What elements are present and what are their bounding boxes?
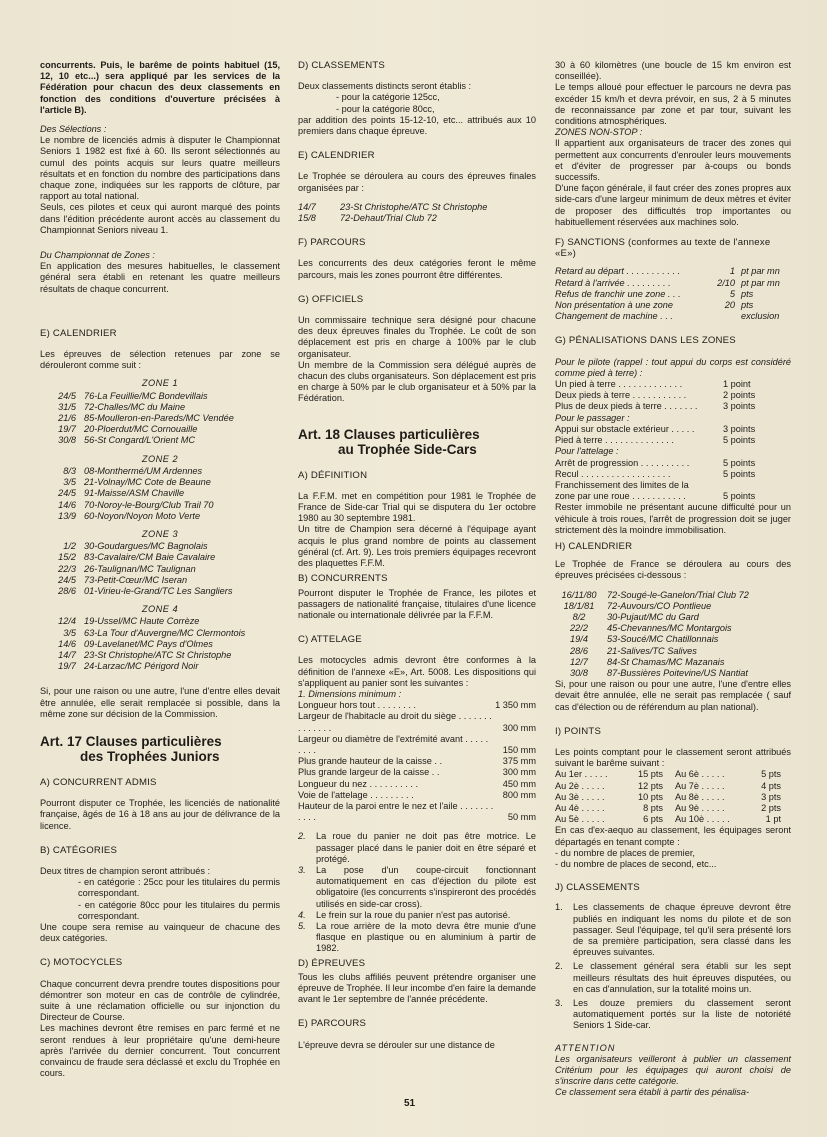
final-event-row — [298, 202, 536, 213]
event-venue: 30-Goudargues/MC Bagnolais — [84, 541, 208, 552]
event-date: 3/5 — [63, 477, 76, 488]
sanction-amount: 20 — [724, 300, 735, 311]
zone-event-row — [40, 541, 280, 552]
zone-event-row — [40, 500, 280, 511]
event-date: 22/2 — [570, 623, 588, 634]
event-date: 22/3 — [58, 563, 76, 574]
dimension-row — [298, 779, 536, 790]
penalties-end: Rester immobile ne présentant aucune difficulté pour un véhicule à trois roues, l'arrêt de progression doit se juger strictement dès la moindre immobilisation. — [555, 502, 791, 535]
article-18-subtitle: au Trophée Side-Cars — [338, 441, 477, 457]
event-date: 1/2 — [63, 541, 76, 552]
zone-event-row — [40, 575, 280, 586]
column-right — [555, 60, 791, 1099]
penalty-row — [555, 458, 791, 469]
event-date: 8/2 — [572, 611, 586, 622]
officials-text: Un commissaire technique sera désigné pour chacune des deux épreuves finales du Trophée. Le coût de son déplacement est pris en charge à 100% par le club organisateur. — [298, 315, 536, 359]
dimension-label: Largeur de l'habitacle au droit du siège . . . . . . . . . . . . . . — [298, 711, 492, 733]
points-row — [555, 792, 791, 803]
dimension-value: 300 mm — [502, 767, 536, 778]
rule-number: 3. — [298, 864, 306, 875]
sanction-row — [555, 289, 791, 300]
event-date: 15/8 — [298, 213, 316, 224]
classification-number: 2. — [555, 961, 563, 972]
sidecar-rules-list — [298, 831, 536, 954]
event-date: 24/5 — [58, 390, 76, 401]
final-event-row — [298, 213, 536, 224]
dimension-label: Hauteur de la paroi entre le nez et l'aile . . . . . . . . . . . — [298, 800, 494, 823]
points-cell: 12 pts — [637, 780, 663, 791]
motorcycles-text-2: Les machines devront être remises en parc fermé et ne seront rendues à leur propriétaire qu'une demi-heure après l'arrivée du dernier concurrent. Tout concurrent convaincu de fraude sera déclassé et exclu du Trophée en cours. — [40, 1023, 280, 1079]
sanctions-table — [555, 266, 791, 322]
sanction-label: Retard à l'arrivée . . . . . . . . . — [555, 277, 671, 288]
sanction-unit: exclusion — [741, 311, 780, 322]
event-venue: 87-Bussières Poitevine/US Nantiat — [607, 667, 748, 678]
penalty-row — [555, 390, 791, 401]
penalty-points: 5 points — [723, 468, 756, 479]
points-cell: 2 pts — [761, 802, 781, 813]
sanction-amount: 5 — [729, 288, 735, 299]
section-heading-route: F) PARCOURS — [298, 237, 366, 249]
section-heading-motorcycles: C) MOTOCYCLES — [40, 957, 123, 969]
article-18-title: Art. 18 Clauses particulières — [298, 426, 480, 442]
zone-title: ZONE 3 — [141, 528, 179, 539]
rule-item — [298, 910, 536, 921]
penalty-row — [555, 379, 791, 390]
zone-event-row — [40, 511, 280, 522]
points-cell: Au 4è . . . . . — [555, 802, 605, 813]
column-left — [40, 60, 280, 1079]
zone-event-row — [40, 616, 280, 627]
penalty-points: 5 points — [723, 435, 756, 446]
classification-text: Le classement général sera établi sur les sept meilleurs résultats des huit épreuves disputées, ou en cas d'annulation, sur la totalité moins un. — [573, 961, 791, 994]
rule-text: Le frein sur la roue du panier n'est pas autorisé. — [316, 909, 511, 920]
zones-list — [40, 378, 280, 672]
route-2-text: L'épreuve devra se dérouler sur une distance de — [298, 1039, 495, 1050]
penalty-label: Appui sur obstacle extérieur . . . . . — [555, 423, 695, 434]
sanction-amount: 2/10 — [717, 277, 735, 288]
section-heading-definition: A) DÉFINITION — [298, 469, 368, 481]
event-venue: 19-Ussel/MC Haute Corrèze — [84, 616, 200, 627]
points-cell: 1 pt — [765, 814, 781, 825]
event-venue: 72-Challes/MC du Maine — [84, 401, 186, 412]
rankings-end: par addition des points 15-12-10, etc... attribués aux 10 premiers dans chaque épreuve. — [298, 114, 536, 137]
events-text: Tous les clubs affiliés peuvent prétendre organiser une épreuve de Trophée. Il leur incombe d'en faire la demande avant le 1er septembre de l'année précédente. — [298, 971, 536, 1005]
penalty-label: Plus de deux pieds à terre . . . . . . . — [555, 401, 698, 412]
points-row — [555, 814, 791, 825]
calendar-2-text: Le Trophée se déroulera au cours des épreuves finales organisées par : — [298, 171, 536, 193]
dimension-row — [298, 711, 536, 733]
section-heading-calendar-3: H) CALENDRIER — [555, 540, 633, 552]
section-heading-officials: G) OFFICIELS — [298, 293, 364, 305]
dimension-value: 1 350 mm — [495, 700, 536, 711]
penalties-pilot-table — [555, 379, 791, 413]
sanction-unit: pts — [741, 300, 754, 311]
finals-list — [298, 202, 536, 224]
section-heading-rankings: D) CLASSEMENTS — [298, 60, 386, 71]
attention-title: ATTENTION — [555, 1042, 616, 1053]
definition-text: La F.F.M. met en compétition pour 1981 le Trophée de France de Side-car Trial qui se disputera du 1er octobre 1980 au 30 septembre 1981. — [298, 490, 536, 524]
points-row — [555, 803, 791, 814]
event-venue: 01-Virieu-le-Grand/TC Les Sangliers — [84, 585, 233, 596]
zone-event-row — [40, 391, 280, 402]
rule-text: La roue arrière de la moto devra être munie d'une flasque en plastique ou en aluminium à partir de 1982. — [316, 920, 536, 954]
motorcycles-text: Chaque concurrent devra prendre toutes dispositions pour démontrer son moteur en cas de contrôle de cylindrée, suite à une réclamation officielle ou sur injonction du Directeur de Course. — [40, 978, 280, 1023]
rule-number: 5. — [298, 920, 306, 931]
penalty-row — [555, 491, 791, 502]
column-middle — [298, 60, 536, 1051]
event-date: 14/7 — [298, 201, 316, 212]
officials-text-2: Un membre de la Commission sera délégué auprès de chacun des clubs organisateurs. Son déplacement est pris en charge à 50% par le club organisateur et à 50% par la Fédération. — [298, 359, 536, 404]
event-venue: 30-Pujaut/MC du Gard — [607, 611, 699, 622]
penalties-passenger-title: Pour le passager : — [555, 412, 630, 423]
sanction-row — [555, 311, 791, 322]
dimension-row — [298, 756, 536, 767]
event-date: 15/2 — [58, 552, 76, 563]
rankings-line-1: - pour la catégorie 125cc, — [336, 92, 440, 103]
event-venue: 23-St Christophe/ATC St Christophe — [340, 201, 488, 212]
zone-title: ZONE 1 — [141, 378, 179, 389]
classification-item — [555, 961, 791, 995]
zone-event-row — [40, 628, 280, 639]
sanction-row — [555, 266, 791, 277]
trophy-event-row — [555, 657, 791, 668]
event-date: 19/4 — [570, 634, 588, 645]
penalties-sidecar-title: Pour l'attelage : — [555, 446, 619, 457]
article-17-heading — [40, 734, 280, 764]
zone-event-row — [40, 466, 280, 477]
penalties-passenger-table — [555, 424, 791, 446]
points-cell: Au 5è . . . . . — [555, 814, 605, 825]
zone-event-row — [40, 477, 280, 488]
points-cell: Au 2è . . . . . — [555, 780, 605, 791]
points-cell: Au 1er . . . . . — [555, 769, 608, 780]
page-number: 51 — [404, 1098, 416, 1109]
trophy-event-row — [555, 668, 791, 679]
sanction-unit: pts — [741, 288, 754, 299]
penalty-points: 1 point — [723, 379, 751, 390]
event-venue: 21-Salives/TC Salives — [607, 645, 697, 656]
event-date: 31/5 — [58, 401, 76, 412]
penalty-points: 5 points — [723, 457, 756, 468]
dimension-label: Plus grande hauteur de la caisse . . — [298, 756, 443, 767]
calendar-3-text: Le Trophée de France se déroulera au cours des épreuves précisées ci-dessous : — [555, 559, 791, 581]
penalty-points: 3 points — [723, 423, 756, 434]
zone-event-row — [40, 552, 280, 563]
classification-text: Les douze premiers du classement seront automatiquement portés sur la liste de notoriété Seniors 1 Side-car. — [573, 998, 791, 1031]
dimension-label: Largeur ou diamètre de l'extrémité avant . . . . . . . . . — [298, 733, 489, 755]
dimension-label: Voie de l'attelage . . . . . . . . . — [298, 789, 414, 800]
rankings-text: Deux classements distincts seront établis : — [298, 81, 472, 92]
classification-number: 1. — [555, 902, 563, 913]
zone-title: ZONE 4 — [141, 604, 179, 615]
definition-text-2: Un titre de Champion sera décerné à l'équipage ayant acquis le plus grand nombre de points au classement général (cf. Art. 9). Les trois premiers équipages recevront des plaquettes F.F.M. — [298, 524, 536, 569]
dimension-value: 450 mm — [502, 778, 536, 789]
zone-event-row — [40, 564, 280, 575]
sanction-amount — [695, 311, 741, 322]
trophy-calendar-list — [555, 590, 791, 680]
event-date: 19/7 — [58, 424, 76, 435]
dimensions-title: 1. Dimensions minimum : — [298, 688, 402, 699]
points-cell: Au 9è . . . . . — [675, 802, 725, 813]
penalty-row — [555, 469, 791, 480]
section-heading-calendar-2: E) CALENDRIER — [298, 150, 375, 162]
trophy-event-row — [555, 646, 791, 657]
points-cell: Au 3è . . . . . — [555, 791, 605, 802]
zone-event-row — [40, 650, 280, 661]
attention-text-2: Ce classement sera établi à partir des pénalisa- — [555, 1087, 750, 1098]
nonstop-text: Il appartient aux organisateurs de tracer des zones qui permettent aux concurrents d'enrouler leurs mouvements et d'éviter de progresser par à-coups ou bonds successifs. — [555, 138, 791, 183]
penalty-label: Arrêt de progression . . . . . . . . . . — [555, 457, 690, 468]
section-heading-sanctions: F) SANCTIONS (conformes au texte de l'annexe «E») — [555, 237, 771, 260]
points-row — [555, 781, 791, 792]
event-date: 14/7 — [58, 649, 76, 660]
nonstop-title: ZONES NON-STOP : — [555, 127, 643, 138]
sanction-row — [555, 300, 791, 311]
penalties-limits-table — [555, 491, 791, 502]
points-cell: 4 pts — [761, 780, 781, 791]
rule-text: La roue du panier ne doit pas être motrice. Le passager placé dans le panier doit en être séparé et protégé. — [316, 831, 536, 864]
event-date: 24/5 — [58, 574, 76, 585]
zone-event-row — [40, 435, 280, 446]
article-17-title: Art. 17 Clauses particulières — [40, 733, 222, 749]
points-cell: 15 pts — [637, 769, 663, 780]
selections-title: Des Sélections : — [40, 124, 107, 135]
event-date: 30/8 — [570, 667, 588, 678]
points-cell: 6 pts — [643, 814, 663, 825]
section-heading-classifications: J) CLASSEMENTS — [555, 882, 640, 894]
sanction-unit: pt par mn — [741, 277, 780, 288]
dimension-value: 375 mm — [502, 756, 536, 767]
zone-title: ZONE 2 — [141, 453, 179, 464]
event-venue: 20-Ploerdut/MC Cornouaille — [84, 424, 198, 435]
sidecar-text: Les motocycles admis devront être conformes à la définition de l'annexe «E», Art. 5008. Les dispositions qui s'appliquent au panier sont les suivantes : — [298, 655, 536, 688]
dimension-row — [298, 700, 536, 711]
event-date: 19/7 — [58, 661, 76, 672]
dimension-row — [298, 790, 536, 801]
event-venue: 56-St Congard/L'Orient MC — [84, 435, 196, 446]
event-date: 8/3 — [63, 465, 76, 476]
article-18-heading — [298, 427, 536, 457]
penalties-pilot-title: Pour le pilote (rappel : tout appui du corps est considéré comme pied à terre) : — [555, 356, 791, 378]
event-venue: 23-St Christophe/ATC St Christophe — [84, 649, 232, 660]
points-line-1: - du nombre de places de premier, — [555, 847, 695, 858]
zones-championship-text: En application des mesures habituelles, le classement général sera établi en retenant les quatre meilleurs résultats de chaque concurrent. — [40, 261, 280, 294]
calendar-note: Si, pour une raison ou une autre, l'une d'entre elles devait être annulée, elle serait remplacée si possible, dans la même zone sur décision de la Commission. — [40, 686, 280, 719]
rule-number: 2. — [298, 831, 306, 842]
penalty-label: Recul . . . . . . . . . . . . . . . . . . — [555, 468, 671, 479]
penalty-row — [555, 424, 791, 435]
event-venue: 63-La Tour d'Auvergne/MC Clermontois — [84, 627, 246, 638]
event-date: 18/1/81 — [563, 600, 595, 611]
event-venue: 84-St Chamas/MC Mazanais — [607, 656, 725, 667]
points-cell: 5 pts — [761, 769, 781, 780]
classification-rules-list — [555, 902, 791, 1031]
zone-event-row — [40, 488, 280, 499]
event-date: 13/9 — [58, 510, 76, 521]
category-line-2: - en catégorie 80cc pour les titulaires du permis correspondant. — [78, 899, 280, 921]
points-end: En cas d'ex-aequo au classement, les équipages seront départagés en tenant compte : — [555, 825, 791, 847]
event-date: 28/6 — [58, 585, 76, 596]
zone-event-row — [40, 661, 280, 672]
event-date: 30/8 — [58, 435, 76, 446]
event-venue: 70-Noroy-le-Bourg/Club Trail 70 — [84, 499, 214, 510]
points-cell: 8 pts — [643, 802, 663, 813]
event-venue: 91-Maisse/ASM Chaville — [84, 488, 185, 499]
penalty-points: 3 points — [723, 401, 756, 412]
penalties-limits-label: Franchissement des limites de la — [555, 479, 689, 490]
route-text: Les concurrents des deux catégories feront le même parcours, mais les zones pourront être différentes. — [298, 258, 536, 280]
competitors-text: Pourront disputer le Trophée de France, les pilotes et passagers de nationalité française, titulaires d'une licence nationale ou internationale délivrée par la F.F.M. — [298, 587, 536, 620]
event-date: 12/4 — [58, 616, 76, 627]
event-date: 14/6 — [58, 499, 76, 510]
event-venue: 72-Dehaut/Trial Club 72 — [340, 213, 437, 224]
event-venue: 21-Volnay/MC Cote de Beaune — [84, 477, 211, 488]
classification-item — [555, 998, 791, 1032]
trophy-event-row — [555, 601, 791, 612]
intro-paragraph: concurrents. Puis, le barême de points habituel (15, 12, 10 etc...) sera appliqué par les services de la Fédération pour chacun des deux classements en fonction des conditions d'ouverture précisées à l'article B). — [40, 60, 280, 115]
article-17-subtitle: des Trophées Juniors — [80, 748, 220, 764]
category-line-1: - en catégorie : 25cc pour les titulaires du permis correspondant. — [78, 877, 280, 899]
event-date: 12/7 — [570, 656, 588, 667]
event-date: 16/11/80 — [561, 589, 597, 600]
event-venue: 09-Lavelanet/MC Pays d'Olmes — [84, 638, 213, 649]
event-date: 21/6 — [58, 413, 76, 424]
time-text: Le temps alloué pour effectuer le parcours ne devra pas excéder 15 km/h et devra prévoir, en sus, 2 à 5 minutes de reconnaissance par zone et par tour, suivant les conditions atmosphériques. — [555, 82, 791, 127]
dimension-row — [298, 767, 536, 778]
penalty-points: 2 points — [723, 390, 756, 401]
distance-text: 30 à 60 kilomètres (une boucle de 15 km environ est conseillée). — [555, 60, 791, 82]
sanction-label: Non présentation à une zone — [555, 300, 673, 311]
points-cell: Au 7è . . . . . — [675, 780, 725, 791]
zone-event-row — [40, 402, 280, 413]
dimension-label: Longueur hors tout . . . . . . . . — [298, 700, 416, 711]
event-venue: 85-Moulleron-en-Pareds/MC Vendée — [84, 413, 234, 424]
event-venue: 73-Petit-Cœur/MC Iseran — [84, 574, 188, 585]
categories-text: Deux titres de champion seront attribués : — [40, 865, 211, 876]
penalties-sidecar-table — [555, 458, 791, 480]
attention-text: Les organisateurs veilleront à publier un classement Critérium pour les équipages qui auront choisi de s'inscrire dans cette catégorie. — [555, 1053, 791, 1087]
event-venue: 60-Noyon/Noyon Moto Verte — [84, 510, 201, 521]
trophy-event-row — [555, 623, 791, 634]
event-venue: 83-Cavalaire/CM Baie Cavalaire — [84, 552, 216, 563]
selections-text-2: Seuls, ces pilotes et ceux qui auront marqué des points dans l'édition précédente auront accès au classement du Championnat Seniors niveau 1. — [40, 202, 280, 235]
section-heading-categories: B) CATÉGORIES — [40, 844, 118, 856]
sanction-label: Changement de machine . . . — [555, 311, 673, 322]
event-venue: 72-Auvours/CO Pontlieue — [607, 600, 712, 611]
dimension-value: 50 mm — [507, 812, 536, 823]
penalty-row — [555, 401, 791, 412]
points-cell: 3 pts — [761, 791, 781, 802]
classification-text: Les classements de chaque épreuve devront être publiés en indiquant les noms du pilote et de son passager. Seul l'équipage, tel qu'il sera présenté lors de sa première participation, sera classé dans les épreuves suivantes. — [573, 902, 791, 958]
classification-item — [555, 902, 791, 958]
penalty-row — [555, 435, 791, 446]
admitted-text: Pourront disputer ce Trophée, les licenciés de nationalité française, âgés de 16 à 18 ans au jour de délivrance de la licence. — [40, 798, 280, 831]
nonstop-text-2: D'une façon générale, il faut créer des zones propres aux side-cars d'une largeur minimum de deux mètres et éviter de proposer des difficultés trop importantes ou habituellement réservées aux machines solo. — [555, 183, 791, 227]
calendar-intro: Les épreuves de sélection retenues par zone se dérouleront comme suit : — [40, 349, 280, 371]
dimension-label: Longueur du nez . . . . . . . . . . — [298, 778, 419, 789]
points-cell: Au 6è . . . . . — [675, 769, 725, 780]
rule-item — [298, 865, 536, 910]
sanction-row — [555, 278, 791, 289]
section-heading-admitted: A) CONCURRENT ADMIS — [40, 776, 157, 788]
trophy-event-row — [555, 634, 791, 645]
penalty-label: Un pied à terre . . . . . . . . . . . . . — [555, 379, 683, 390]
dimension-row — [298, 801, 536, 823]
zone-event-row — [40, 424, 280, 435]
dimension-label: Plus grande largeur de la caisse . . — [298, 767, 440, 778]
event-venue: 76-La Feuillie/MC Bondevillais — [84, 390, 208, 401]
penalty-label: Deux pieds à terre . . . . . . . . . . . — [555, 390, 687, 401]
sanction-label: Refus de franchir une zone . . . — [555, 288, 681, 299]
section-heading-calendar: E) CALENDRIER — [40, 327, 117, 339]
categories-end: Une coupe sera remise au vainqueur de chacune des deux catégories. — [40, 921, 280, 944]
event-date: 28/6 — [570, 645, 588, 656]
rule-number: 4. — [298, 909, 306, 920]
rule-item — [298, 831, 536, 865]
event-date: 24/5 — [58, 488, 76, 499]
dimensions-table — [298, 700, 536, 823]
penalty-label: zone par une roue . . . . . . . . . . . — [555, 491, 686, 502]
dimension-value: 800 mm — [502, 789, 536, 800]
rule-item — [298, 921, 536, 955]
points-line-2: - du nombre de places de second, etc... — [555, 859, 717, 869]
event-date: 14/6 — [58, 638, 76, 649]
event-venue: 72-Sougé-le-Ganelon/Trial Club 72 — [607, 589, 749, 600]
sanction-amount: 1 — [729, 266, 735, 277]
dimension-value: 150 mm — [502, 744, 536, 755]
dimension-value: 300 mm — [502, 722, 536, 733]
section-heading-competitors: B) CONCURRENTS — [298, 573, 388, 585]
section-heading-penalties: G) PÉNALISATIONS DANS LES ZONES — [555, 335, 736, 347]
calendar-3-end: Si, pour une raison ou pour une autre, l'une d'entre elles devait être annulée, elle ne serait pas remplacée ( sauf cas d'élection ou de référendum au plan national). — [555, 679, 791, 712]
points-table — [555, 769, 791, 825]
dimension-row — [298, 734, 536, 756]
selections-text: Le nombre de licenciés admis à disputer le Championnat Seniors 1 1982 est fixé à 60. Ils seront sélectionnés au cumul des points acquis sur leurs quatre meilleurs résultats et en fonction du nombre des participations dans chaque zone, indiquées sur les rapports de clôture, par rapport au total national. — [40, 135, 280, 202]
points-row — [555, 769, 791, 780]
zone-event-row — [40, 413, 280, 424]
event-date: 3/5 — [63, 627, 76, 638]
points-cell: Au 10è . . . . . — [675, 814, 730, 825]
trophy-event-row — [555, 590, 791, 601]
event-venue: 08-Monthermé/UM Ardennes — [84, 465, 203, 476]
penalty-points: 5 points — [723, 491, 756, 502]
event-venue: 24-Larzac/MC Périgord Noir — [84, 661, 199, 672]
section-heading-route-2: E) PARCOURS — [298, 1018, 367, 1030]
points-text: Les points comptant pour le classement seront attribués suivant le barême suivant : — [555, 746, 791, 769]
penalty-label: Pied à terre . . . . . . . . . . . . . . — [555, 435, 674, 446]
sanction-unit: pt par mn — [741, 266, 780, 277]
event-venue: 26-Taulignan/MC Taulignan — [84, 563, 196, 574]
sanction-label: Retard au départ . . . . . . . . . . . — [555, 266, 681, 277]
classification-number: 3. — [555, 998, 563, 1009]
points-cell: 10 pts — [637, 791, 663, 802]
zones-championship-title: Du Championnat de Zones : — [40, 250, 155, 261]
trophy-event-row — [555, 612, 791, 623]
zone-event-row — [40, 586, 280, 597]
points-cell: Au 8è . . . . . — [675, 791, 725, 802]
section-heading-points: I) POINTS — [555, 725, 602, 737]
zone-event-row — [40, 639, 280, 650]
event-venue: 53-Soucé/MC Chatillonnais — [607, 634, 719, 645]
rankings-line-2: - pour la catégorie 80cc, — [336, 103, 435, 114]
rule-text: La pose d'un coupe-circuit fonctionnant automatiquement en cas d'éjection du pilote est obligatoire (les concurrents s'inspireront des procédés utilisés en side-car cross). — [316, 864, 536, 909]
event-venue: 45-Chevannes/MC Montargois — [607, 623, 732, 634]
section-heading-events: D) ÉPREUVES — [298, 957, 366, 969]
section-heading-sidecar: C) ATTELAGE — [298, 634, 362, 646]
